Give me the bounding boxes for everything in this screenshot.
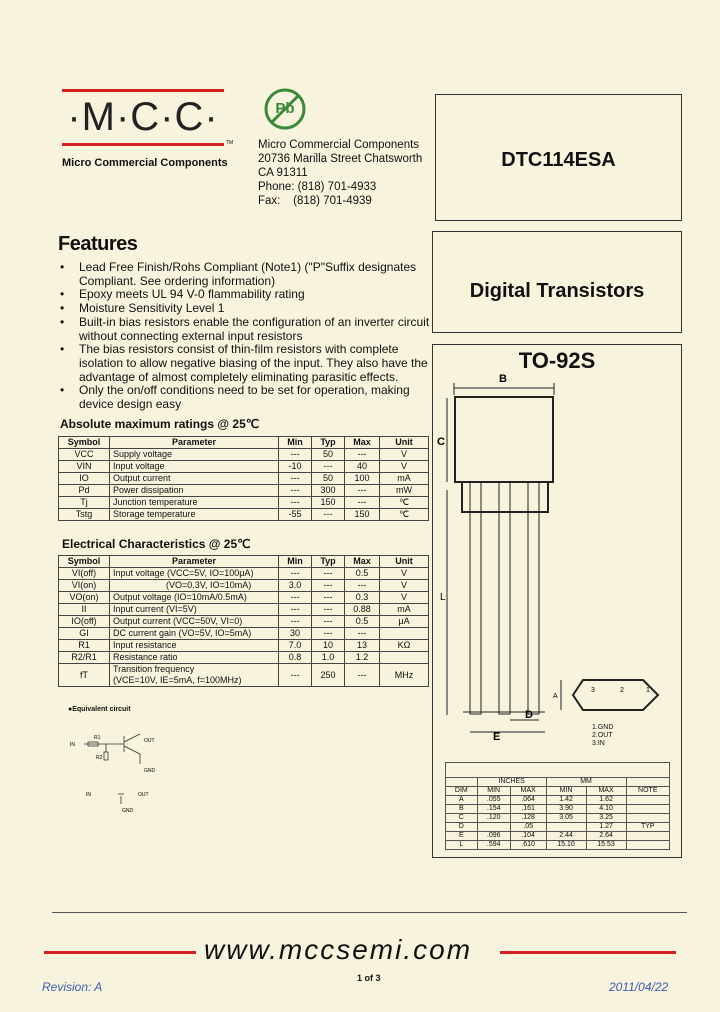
circuit-label: IN xyxy=(70,742,75,748)
table-header: Min xyxy=(279,556,312,568)
package-drawing xyxy=(433,370,679,750)
table-row: R1 Input resistance 7.0 10 13 KΩ xyxy=(59,640,429,652)
dimension-table xyxy=(445,762,670,850)
table-row: R2/R1 Resistance ratio 0.8 1.0 1.2 xyxy=(59,652,429,664)
dim-header: NOTE xyxy=(626,787,669,796)
address-line: 20736 Marilla Street Chatsworth xyxy=(258,153,423,165)
feature-item: • Only the on/off conditions need to be set for operation, making device design easy xyxy=(60,383,410,412)
package-name: TO-92S xyxy=(518,348,596,373)
table-row: Tj Junction temperature --- 150 --- ℃ xyxy=(59,497,429,509)
bullet-icon: • xyxy=(60,342,65,357)
dim-header: MAX xyxy=(510,787,546,796)
part-number-box xyxy=(435,94,682,221)
footer-rule xyxy=(52,912,687,913)
dim-row: D .05 1.27 TYP xyxy=(446,823,670,832)
pin-legend-item: 3.IN xyxy=(592,740,605,747)
dim-row: B .154 .161 3.90 4.10 xyxy=(446,805,670,814)
dim-label-c: C xyxy=(437,436,445,448)
table-header: Max xyxy=(345,437,380,449)
feature-item: • Epoxy meets UL 94 V-0 flammability rating xyxy=(60,287,305,302)
dim-label-e: E xyxy=(493,731,501,743)
table-row: VCC Supply voltage --- 50 --- V xyxy=(59,449,429,461)
table-row: IO(off) Output current (VCC=50V, VI=0) --- --- 0.5 μA xyxy=(59,616,429,628)
bullet-icon: • xyxy=(60,314,65,329)
pin-number: 2 xyxy=(620,687,624,694)
dim-row: C .120 .128 3.05 3.25 xyxy=(446,814,670,823)
dim-header: MIN xyxy=(546,787,586,796)
address-line: Micro Commercial Components xyxy=(258,139,420,151)
dim-label-b: B xyxy=(499,373,507,385)
product-type-box xyxy=(432,231,682,333)
circuit-label: GND xyxy=(144,768,156,774)
table-header: Typ xyxy=(312,556,345,568)
dim-row: E .096 .104 2.44 2.64 xyxy=(446,832,670,841)
feature-item: • Moisture Sensitivity Level 1 xyxy=(60,301,225,316)
dim-group-header: INCHES xyxy=(477,778,546,787)
bullet-icon: • xyxy=(60,287,65,302)
table-header: Unit xyxy=(380,437,429,449)
revision: Revision: A xyxy=(42,980,103,994)
circuit-label: R2 xyxy=(96,755,103,761)
table-header: Symbol xyxy=(59,556,110,568)
product-type: Digital Transistors xyxy=(469,280,645,302)
feature-item: • Built-in bias resistors enable the configuration of an inverter circuit without connecting external input resistors xyxy=(60,314,430,343)
address-line: Phone: (818) 701-4933 xyxy=(258,181,377,193)
abs-max-title: Absolute maximum ratings @ 25℃ xyxy=(60,417,260,431)
dim-label-l: L xyxy=(440,592,446,603)
table-row: VIN Input voltage -10 --- 40 V xyxy=(59,461,429,473)
table-row: GI DC current gain (VO=5V, IO=5mA) 30 --- --- xyxy=(59,628,429,640)
logo-bottom-bar xyxy=(62,143,224,146)
dim-row: L .594 .610 15.10 15.53 xyxy=(446,841,670,850)
feature-item: • Lead Free Finish/Rohs Compliant (Note1) ("P"Suffix designates Compliant. See ordering information) xyxy=(60,260,417,288)
circuit-label: R1 xyxy=(94,735,101,741)
address-line: CA 91311 xyxy=(258,167,308,179)
footer-red-left xyxy=(44,951,196,954)
table-header: Min xyxy=(279,437,312,449)
dim-header: MAX xyxy=(586,787,626,796)
circuit-label: IN xyxy=(86,792,91,798)
website: www.mccsemi.com xyxy=(204,934,473,965)
circuit-label: OUT xyxy=(144,738,155,744)
pb-free-icon xyxy=(262,86,308,132)
equivalent-circuit xyxy=(66,720,176,820)
mcc-logo: ·M·C·C· xyxy=(67,95,219,139)
table-row: Tstg Storage temperature -55 --- 150 ℃ xyxy=(59,509,429,521)
table-row: fT Transition frequency (VCE=10V, IE=5mA, f=100MHz) --- 250 --- MHz xyxy=(59,664,429,687)
company-tagline: Micro Commercial Components xyxy=(62,157,228,169)
abs-max-table xyxy=(58,436,429,521)
dim-label-d: D xyxy=(525,709,533,721)
table-header: Parameter xyxy=(110,556,279,568)
address-line: Fax: (818) 701-4939 xyxy=(258,195,372,207)
feature-item: • The bias resistors consist of thin-film resistors with complete isolation to allow negative biasing of the input. They also have the advantage of almost completely eliminating parasitic effects. xyxy=(60,342,428,384)
logo-top-bar xyxy=(62,89,224,92)
dim-label-a: A xyxy=(553,693,558,700)
elec-title: Electrical Characteristics @ 25℃ xyxy=(62,537,251,551)
pb-text: Pb xyxy=(275,100,295,117)
pin-legend-item: 1.GND xyxy=(592,724,614,731)
elec-table xyxy=(58,555,429,687)
circuit-title: ●Equivalent circuit xyxy=(68,706,131,713)
pin-number: 1 xyxy=(646,687,650,694)
pin-number: 3 xyxy=(591,687,595,694)
table-row: Pd Power dissipation --- 300 --- mW xyxy=(59,485,429,497)
features-list xyxy=(60,261,430,412)
circuit-label: GND xyxy=(122,808,134,814)
bullet-icon: • xyxy=(60,383,65,398)
table-row: VO(on) Output voltage (IO=10mA/0.5mA) --- --- 0.3 V xyxy=(59,592,429,604)
table-header: Symbol xyxy=(59,437,110,449)
table-row: IO Output current --- 50 100 mA xyxy=(59,473,429,485)
table-row: II Input current (VI=5V) --- --- 0.88 mA xyxy=(59,604,429,616)
company-address xyxy=(258,138,422,208)
circuit-label: OUT xyxy=(138,792,149,798)
features-title: Features xyxy=(58,233,138,255)
footer-red-right xyxy=(500,951,676,954)
dim-header: MIN xyxy=(477,787,510,796)
table-header: Typ xyxy=(312,437,345,449)
pin-legend-item: 2.OUT xyxy=(592,732,613,739)
dim-row: A .055 .064 1.42 1.62 xyxy=(446,796,670,805)
table-row: VI(on) (VO=0.3V, IO=10mA) 3.0 --- --- V xyxy=(59,580,429,592)
bullet-icon: • xyxy=(60,301,65,316)
dim-header: DIM xyxy=(446,787,478,796)
dim-group-header: MM xyxy=(546,778,626,787)
table-header: Parameter xyxy=(110,437,279,449)
table-header: Max xyxy=(345,556,380,568)
table-row: VI(off) Input voltage (VCC=5V, IO=100μA) --- --- 0.5 V xyxy=(59,568,429,580)
bullet-icon: • xyxy=(60,260,65,274)
page-number: 1 of 3 xyxy=(357,973,381,983)
logo-tm: TM xyxy=(226,140,234,146)
revision-date: 2011/04/22 xyxy=(609,980,669,994)
table-header: Unit xyxy=(380,556,429,568)
pin-legend xyxy=(592,724,613,748)
part-number: DTC114ESA xyxy=(501,149,616,171)
